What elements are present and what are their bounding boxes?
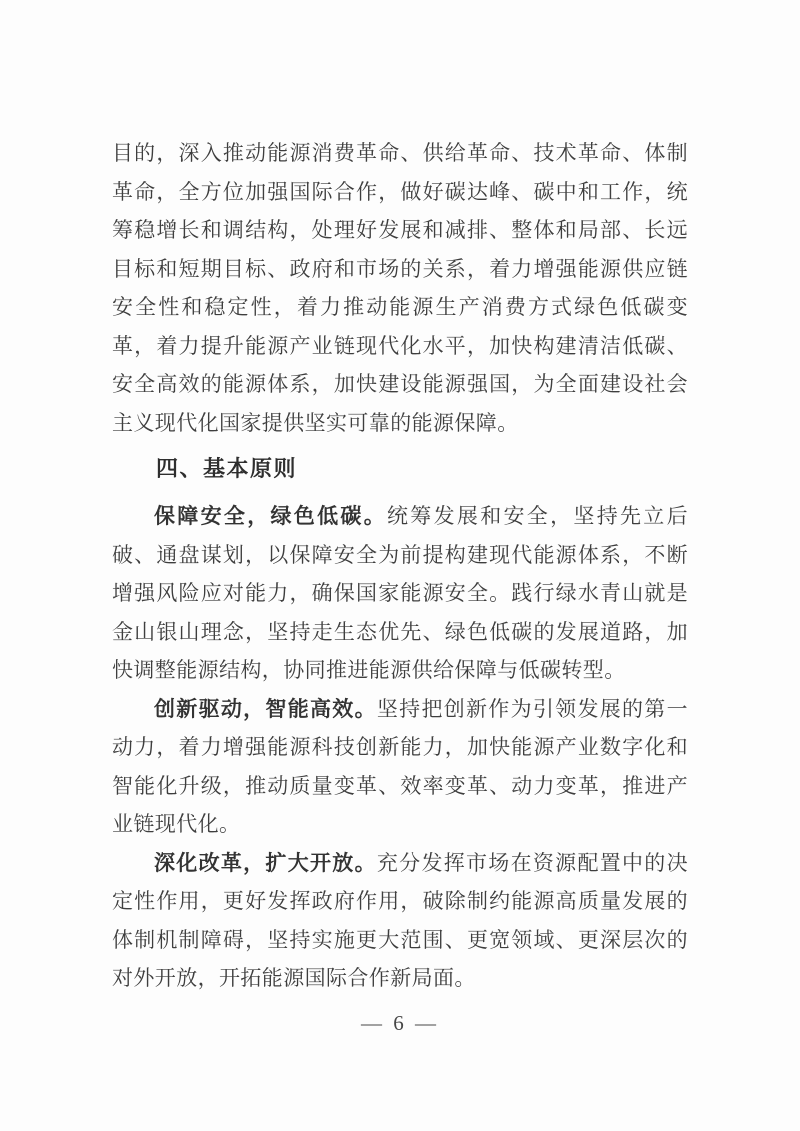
principle-lead-innovation: 创新驱动，智能高效。 — [154, 696, 377, 721]
continuation-paragraph: 目的，深入推动能源消费革命、供给革命、技术革命、体制革命，全方位加强国际合作，做好碳达峰、碳中和工作，统筹稳增长和调结构，处理好发展和减排、整体和局部、长远目标和短期目标、政府和市场的关系，着力增强能源供应链安全性和稳定性，着力推动能源生产消费方式绿色低碳变革，着力提升能源产业链现代化水平，加快构建清洁低碳、安全高效的能源体系，加快建设能源强国，为全面建设社会主义现代化国家提供坚实可靠的能源保障。 — [112, 141, 688, 435]
principle-body-safety: 统筹发展和安全，坚持先立后破、通盘谋划，以保障安全为前提构建现代能源体系，不断增强风险应对能力，确保国家能源安全。践行绿水青山就是金山银山理念，坚持走生态优先、绿色低碳的发展道路，加快调整能源结构，协同推进能源供给保障与低碳转型。 — [112, 504, 688, 682]
principle-paragraph-reform — [112, 844, 688, 998]
principle-body-innovation: 坚持把创新作为引领发展的第一动力，着力增强能源科技创新能力，加快能源产业数字化和智能化升级，推动质量变革、效率变革、动力变革，推进产业链现代化。 — [112, 696, 688, 836]
principle-body-reform: 充分发挥市场在资源配置中的决定性作用，更好发挥政府作用，破除制约能源高质量发展的体制机制障碍，坚持实施更大范围、更宽领域、更深层次的对外开放，开拓能源国际合作新局面。 — [112, 850, 688, 990]
page-number: — 6 — — [361, 1010, 439, 1035]
principle-paragraph-safety — [112, 497, 688, 690]
page-content — [112, 134, 688, 1035]
principle-lead-reform: 深化改革，扩大开放。 — [154, 850, 377, 875]
section-heading: 四、基本原则 — [156, 456, 298, 481]
principle-lead-safety: 保障安全，绿色低碳。 — [154, 504, 387, 528]
principle-paragraph-innovation — [112, 690, 688, 844]
page-footer — [112, 1011, 688, 1035]
